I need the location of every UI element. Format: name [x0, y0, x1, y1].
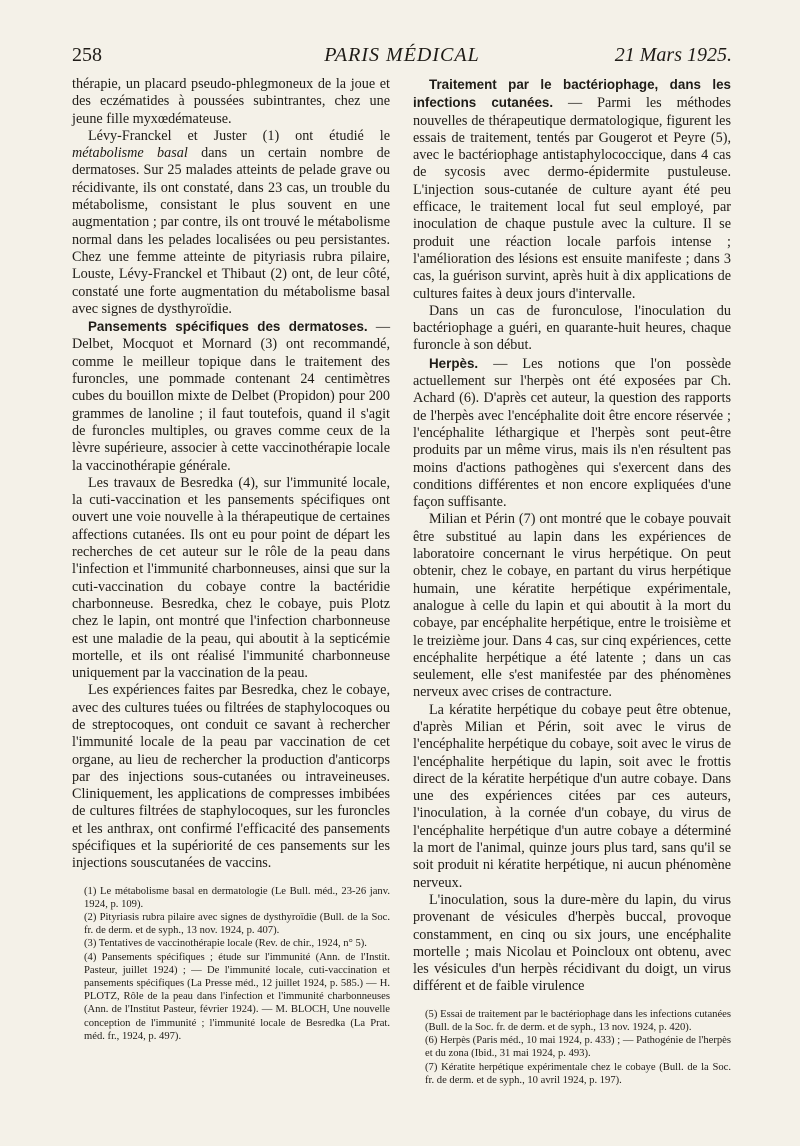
footnotes-left [72, 885, 390, 1043]
footnote: (5) Essai de traitement par le bactériophage dans les infections cutanées (Bull. de la Soc. fr. de derm. et de syph., 13 nov. 1924, p. 420). [425, 1008, 731, 1033]
section-heading: Traitement par le bactériophage, dans les infections cutanées. [413, 77, 731, 111]
issue-date: 21 Mars 1925. [614, 44, 732, 66]
paragraph: La kératite herpétique du cobaye peut être obtenue, d'après Milian et Périn, soit avec le virus de l'encéphalite herpétique du cobaye, soit avec le virus de l'encéphalite herpétique du lapin, soit avec le frottis direct de la kératite herpétique d'un autre cobaye. Dans une des expériences citées par ces auteurs, l'inoculation, à la cornée d'un cobaye, du virus de l'encéphalite herpétique d'un autre cobaye a déterminé la mort de l'animal, quinze jours plus tard, sans qu'il se soit produit ni kératite herpétique, ni aucun phénomène nerveux. [413, 701, 731, 891]
paragraph: Dans un cas de furonculose, l'inoculation du bactériophage a guéri, en quarante-huit heures, chaque furoncle à son début. [413, 302, 731, 354]
text-run: — Parmi les méthodes nouvelles de thérapeutique dermatologique, figurent les essais de traitement, tentés par Gougerot et Peyre (5), avec le bactériophage antistaphylococcique, dans 4 cas de sycosis avec dermo-épidermite pustuleuse. L'injection sous-cutanée de culture ayant été peu efficace, le traitement local fut seul employé, par inoculation de chaque pustule avec la culture. Il se produit une réaction locale parfois intense ; l'amélioration des lésions est ensuite manifeste ; dans 3 cas, la guérison survint, après huit à dix applications de cultures faites à deux jours d'intervalle. [413, 95, 731, 302]
footnote: (4) Pansements spécifiques ; étude sur l'immunité (Ann. de l'Instit. Pasteur, juillet 1924) ; — De l'immunité locale, cuti-vaccination et pansements spécifiques (La Presse méd., 12 juillet 1924, p. 585.) — H. PLOTZ, Rôle de la peau dans l'infection et l'immunité charbonneuses (Ann. de l'Institut Pasteur, février 1924). — M. BLOCH, Une nouvelle conception de l'immunité ; l'immunité locale de Besredka (La Prat. méd. fr., 1924, p. 497). [84, 951, 390, 1042]
section-heading: Herpès. [429, 355, 479, 371]
text-run: Lévy-Franckel et Juster (1) ont étudié le [88, 127, 390, 144]
section-bacteriophage [413, 76, 731, 303]
paragraph: Milian et Périn (7) ont montré que le cobaye pouvait être substitué au lapin dans les expériences de laboratoire concernant le virus herpétique. On peut obtenir, chez le cobaye, en partant du virus herpétique humain, une kératite herpétique expérimentale, analogue à celle du lapin et qui aboutit à la mort du cobaye, par encéphalite herpétique, entre le troisième et le treizième jour. Dans 4 cas, sur cinq expériences, cette encéphalite herpétique a été latente ; dans un cas seulement, elle s'est manifestée par des phénomènes nerveux avec crises de contracture. [413, 511, 731, 701]
footnote: (2) Pityriasis rubra pilaire avec signes de dysthyroïdie (Bull. de la Soc. fr. de derm. et de syph., 13 nov. 1924, p. 407). [84, 912, 390, 937]
left-column [72, 76, 390, 1043]
paragraph: Les travaux de Besredka (4), sur l'immunité locale, la cuti-vaccination et les pansements spécifiques ont ouvert une voie nouvelle à la thérapeutique de certaines affections cutanées. Ils ont eu pour point de départ les recherches de cet auteur sur le rôle de la peau dans l'infection et l'immunité charbonneuses, ainsi que sur la cuti-vaccination du cobaye contre la bactéridie charbonneuse. Besredka, chez le cobaye, puis Plotz chez le lapin, ont montré que l'infection charbonneuse est une maladie de la peau, qui aboutit à la septicémie mortelle, et ils ont réalisé l'immunité charbonneuse uniquement par la vaccination de la peau. [72, 474, 390, 682]
footnote: (1) Le métabolisme basal en dermatologie (Le Bull. méd., 23-26 janv. 1924, p. 109). [84, 885, 390, 910]
footnote: (7) Kératite herpétique expérimentale chez le cobaye (Bull. de la Soc. fr. de derm. et de syph., 10 avril 1924, p. 197). [425, 1061, 731, 1086]
page-header [72, 44, 732, 70]
footnote: (3) Tentatives de vaccinothérapie locale (Rev. de chir., 1924, n° 5). [84, 938, 367, 950]
page-number: 258 [72, 44, 102, 66]
paragraph: Les expériences faites par Besredka, chez le cobaye, avec des cultures tuées ou filtrées de staphylocoques ou de streptocoques, ont conduit ce savant à rechercher l'immunité locale de la peau par vaccination de cet organe, au lieu de rechercher la production d'anticorps par des injections sous-cutanées ou intraveineuses. Cliniquement, les applications de compresses imbibées de cultures filtrées de staphylocoques, sur les furoncles et les anthrax, ont confirmé l'efficacité des pansements spécifiques et la supériorité de ces pansements sur les injections souscutanées de vaccins. [72, 682, 390, 872]
text-run: — Les notions que l'on possède actuellement sur l'herpès ont été exposées par Ch. Achard (6). D'après cet auteur, la question des rapports de l'herpès avec l'encéphalite doit être encore réservée ; l'encéphalite léthargique et l'herpès sont peut-être produits par un même virus, mais ils n'en résultent pas moins d'actions pathogènes qui s'exercent dans des conditions différentes et non encore expliquées d'une façon suffisante. [413, 355, 732, 511]
section-herpes [413, 355, 731, 512]
text-run: dans un certain nombre de dermatoses. Sur 25 malades atteints de pelade grave ou récidivante, ils ont constaté, dans 23 cas, un trouble du métabolisme, consistant le plus souvent en une augmentation ; par contre, ils ont trouvé le métabolisme normal dans les pelades localisées ou peu persistantes. Chez une femme atteinte de pityriasis rubra pilaire, Louste, Lévy-Franckel et Thibaut (2) ont, de leur côté, constaté une forte augmentation du métabolisme basal avec signes de dysthyroïdie. [72, 145, 390, 317]
text-run: — Delbet, Mocquot et Mornard (3) ont recommandé, comme le meilleur topique dans le traitement des furoncles, une pommade contenant 24 centimètres cubes du bouillon mixte de Delbet (Propidon) pour 200 grammes de lanoline ; il faut toutefois, quand il s'agit de furoncles multiples, ou graves comme ceux de la lèvre supérieure, associer à cette vaccinothérapie locale la vaccinothérapie générale. [72, 319, 390, 474]
journal-title: PARIS MÉDICAL [324, 44, 480, 66]
footnote: (6) Herpès (Paris méd., 10 mai 1924, p. 433) ; — Pathogénie de l'herpès et du zona (Ibid., 31 mai 1924, p. 493). [425, 1035, 731, 1060]
right-column [413, 76, 731, 1087]
section-pansements [72, 318, 390, 475]
section-heading: Pansements spécifiques des dermatoses. [88, 319, 368, 335]
paragraph: thérapie, un placard pseudo-phlegmoneux de la joue et des eczématides à poussées subintrantes, chez une jeune fille myxœdémateuse. [72, 76, 390, 127]
italic-term: métabolisme basal [72, 145, 188, 162]
paragraph-basal-metabolism [72, 128, 390, 318]
paragraph: L'inoculation, sous la dure-mère du lapin, du virus provenant de vésicules d'herpès buccal, provoque constamment, en cinq ou six jours, une encéphalite mortelle ; mais Nicolau et Poincloux ont obtenu, avec les vésicules d'un herpès récidivant du doigt, un virus différent et de faible virulence [413, 891, 731, 995]
footnotes-right [413, 1008, 731, 1087]
